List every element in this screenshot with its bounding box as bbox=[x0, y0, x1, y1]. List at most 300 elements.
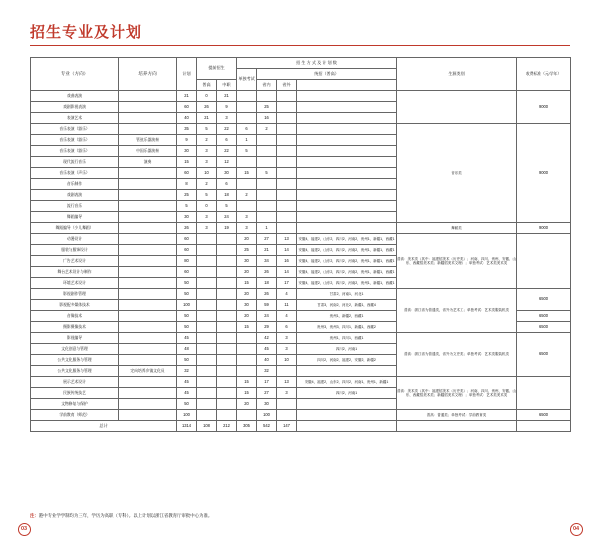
cell-region-detail: 四川2，河南1 bbox=[297, 344, 397, 355]
cell-fee bbox=[517, 377, 571, 410]
cell-plan-total: 5 bbox=[177, 201, 197, 212]
cell-pre-putong: 3 bbox=[197, 157, 217, 168]
cell-region-detail: 甘肃3，河南2，河北2，新疆1，西藏4 bbox=[297, 300, 397, 311]
cell-province-in bbox=[257, 212, 277, 223]
cell-major: 音乐制作 bbox=[31, 179, 119, 190]
cell-pre-putong bbox=[197, 245, 217, 256]
cell-pre-putong bbox=[197, 344, 217, 355]
cell-plan-total: 45 bbox=[177, 333, 197, 344]
cell-major: 学前教育（师范） bbox=[31, 410, 119, 421]
cell-province-out bbox=[277, 190, 297, 201]
cell-pre-putong: 0 bbox=[197, 201, 217, 212]
header-pre-enroll: 提前招生 bbox=[197, 58, 237, 80]
cell-pre-putong: 0 bbox=[197, 91, 217, 102]
cell-direction bbox=[119, 410, 177, 421]
cell-pre-putong: 3 bbox=[197, 212, 217, 223]
cell-major: 音乐表演（声乐） bbox=[31, 168, 119, 179]
cell-fee: 6500 bbox=[517, 333, 571, 377]
cell-pre-zhongzhi: 18 bbox=[217, 190, 237, 201]
cell-province-in: 30 bbox=[257, 399, 277, 410]
cell-pre-zhongzhi: 24 bbox=[217, 212, 237, 223]
cell-major: 展示艺术设计 bbox=[31, 377, 119, 388]
cell-direction: 演奏 bbox=[119, 157, 177, 168]
cell-major: 公共文化服务与管理 bbox=[31, 355, 119, 366]
cell-fee bbox=[517, 234, 571, 289]
cell-major: 音乐表演（器乐） bbox=[31, 135, 119, 146]
cell-single-exam: 5 bbox=[237, 146, 257, 157]
cell-direction bbox=[119, 256, 177, 267]
cell-fee: 6500 bbox=[517, 289, 571, 311]
cell-plan-total: 25 bbox=[177, 190, 197, 201]
cell-province-out bbox=[277, 113, 297, 124]
cell-major: 文化创意与管理 bbox=[31, 344, 119, 355]
cell-province-in bbox=[257, 146, 277, 157]
header-pre-zhongzhi: 中职 bbox=[217, 80, 237, 91]
cell-province-out: 13 bbox=[277, 234, 297, 245]
cell-region-detail: 安徽4，福建2，山东2，四川2，河南2，贵州1，新疆1，西藏1 bbox=[297, 256, 397, 267]
footnote-flag: 注： bbox=[30, 513, 39, 518]
cell-plan-total: 35 bbox=[177, 124, 197, 135]
cell-pre-zhongzhi bbox=[217, 399, 237, 410]
cell-plan-total: 60 bbox=[177, 267, 197, 278]
header-single-exam: 单独考试 bbox=[237, 69, 257, 91]
admission-plan-table-wrap bbox=[30, 57, 570, 432]
cell-province-in bbox=[257, 201, 277, 212]
cell-pre-zhongzhi bbox=[217, 322, 237, 333]
cell-direction bbox=[119, 399, 177, 410]
cell-pre-zhongzhi: 6 bbox=[217, 135, 237, 146]
cell-province-out bbox=[277, 212, 297, 223]
cell-province-out bbox=[277, 146, 297, 157]
cell-single-exam bbox=[237, 355, 257, 366]
cell-province-out bbox=[277, 223, 297, 234]
cell-province-in: 45 bbox=[257, 344, 277, 355]
cell-direction bbox=[119, 190, 177, 201]
cell-plan-total: 50 bbox=[177, 322, 197, 333]
cell-province-in: 27 bbox=[257, 388, 277, 399]
cell-pre-zhongzhi bbox=[217, 377, 237, 388]
cell-province-in: 26 bbox=[257, 267, 277, 278]
cell-source-category bbox=[397, 91, 517, 124]
cell-pre-putong: 21 bbox=[197, 113, 217, 124]
cell-major: 摄影摄像技术 bbox=[31, 322, 119, 333]
cell-direction bbox=[119, 124, 177, 135]
cell-direction bbox=[119, 333, 177, 344]
cell-major: 影视剧作管理 bbox=[31, 289, 119, 300]
cell-pre-zhongzhi bbox=[217, 410, 237, 421]
cell-region-detail bbox=[297, 157, 397, 168]
cell-single-exam: 20 bbox=[237, 267, 257, 278]
cell-region-detail: 贵州3，贵州3，四川1，新疆1，西藏2 bbox=[297, 322, 397, 333]
total-pre-putong: 108 bbox=[197, 421, 217, 432]
cell-plan-total: 80 bbox=[177, 256, 197, 267]
cell-direction bbox=[119, 267, 177, 278]
cell-pre-putong bbox=[197, 355, 217, 366]
header-source-category: 生源类别 bbox=[397, 58, 517, 91]
header-region-detail bbox=[297, 80, 397, 91]
cell-province-out: 14 bbox=[277, 267, 297, 278]
cell-pre-zhongzhi bbox=[217, 300, 237, 311]
cell-province-in: 21 bbox=[257, 245, 277, 256]
cell-single-exam: 30 bbox=[237, 300, 257, 311]
cell-pre-putong bbox=[197, 267, 217, 278]
cell-region-detail bbox=[297, 399, 397, 410]
cell-pre-putong bbox=[197, 399, 217, 410]
cell-pre-zhongzhi bbox=[217, 256, 237, 267]
cell-region-detail: 安徽4，福建2，山东2，四川2，河南2，贵州1，新疆1，西藏1 bbox=[297, 245, 397, 256]
cell-major: 环境艺术设计 bbox=[31, 278, 119, 289]
cell-province-in: 5 bbox=[257, 168, 277, 179]
total-single-exam: 305 bbox=[237, 421, 257, 432]
cell-single-exam bbox=[237, 366, 257, 377]
cell-region-detail bbox=[297, 102, 397, 113]
cell-direction bbox=[119, 344, 177, 355]
cell-pre-putong bbox=[197, 311, 217, 322]
table-row bbox=[31, 124, 571, 135]
cell-source-category: 舞蹈类 bbox=[397, 223, 517, 234]
admission-plan-table bbox=[30, 57, 571, 432]
cell-plan-total: 60 bbox=[177, 245, 197, 256]
cell-pre-zhongzhi bbox=[217, 267, 237, 278]
cell-fee: 9000 bbox=[517, 223, 571, 234]
cell-source-category: 普高：浙江省为普通类，省外为文史类；单独考试：艺术类服装机类 bbox=[397, 333, 517, 377]
cell-plan-total: 15 bbox=[177, 157, 197, 168]
cell-single-exam bbox=[237, 179, 257, 190]
cell-direction bbox=[119, 113, 177, 124]
total-province-in: 542 bbox=[257, 421, 277, 432]
cell-fee: 9000 bbox=[517, 91, 571, 124]
cell-region-detail bbox=[297, 91, 397, 102]
cell-single-exam: 15 bbox=[237, 388, 257, 399]
cell-province-out bbox=[277, 366, 297, 377]
cell-pre-putong bbox=[197, 289, 217, 300]
cell-province-out: 3 bbox=[277, 344, 297, 355]
cell-pre-putong: 10 bbox=[197, 168, 217, 179]
cell-pre-zhongzhi: 9 bbox=[217, 102, 237, 113]
cell-province-in: 40 bbox=[257, 355, 277, 366]
page-number-right-value: 04 bbox=[570, 523, 583, 536]
cell-major: 现代流行音乐 bbox=[31, 157, 119, 168]
cell-province-in bbox=[257, 179, 277, 190]
header-fee: 收费标准（元/学年） bbox=[517, 58, 571, 91]
header-pre-putong: 普高 bbox=[197, 80, 217, 91]
cell-plan-total: 30 bbox=[177, 212, 197, 223]
cell-pre-putong bbox=[197, 388, 217, 399]
header-major: 专业（方向） bbox=[31, 58, 119, 91]
cell-direction bbox=[119, 179, 177, 190]
cell-single-exam: 25 bbox=[237, 245, 257, 256]
cell-major: 舞蹈编导（少儿舞蹈） bbox=[31, 223, 119, 234]
cell-province-in: 100 bbox=[257, 410, 277, 421]
cell-province-in: 27 bbox=[257, 234, 277, 245]
cell-direction: 定向培养乡镇文化员 bbox=[119, 366, 177, 377]
cell-fee: 6500 bbox=[517, 410, 571, 421]
cell-single-exam: 2 bbox=[237, 190, 257, 201]
cell-major: 表演艺术 bbox=[31, 113, 119, 124]
cell-region-detail: 四川2，河南1 bbox=[297, 388, 397, 399]
cell-province-in: 42 bbox=[257, 333, 277, 344]
page-number-left bbox=[14, 523, 34, 535]
page-number-left-value: 03 bbox=[18, 523, 31, 536]
cell-major: 动漫设计 bbox=[31, 234, 119, 245]
cell-province-in bbox=[257, 91, 277, 102]
cell-region-detail bbox=[297, 179, 397, 190]
cell-pre-putong: 3 bbox=[197, 223, 217, 234]
table-row bbox=[31, 410, 571, 421]
cell-source-category: 音乐类 bbox=[397, 124, 517, 223]
cell-pre-putong: 2 bbox=[197, 135, 217, 146]
cell-pre-zhongzhi: 21 bbox=[217, 91, 237, 102]
cell-plan-total: 9 bbox=[177, 135, 197, 146]
table-row bbox=[31, 377, 571, 388]
cell-province-out bbox=[277, 399, 297, 410]
cell-plan-total: 40 bbox=[177, 113, 197, 124]
cell-plan-total: 21 bbox=[177, 91, 197, 102]
cell-single-exam bbox=[237, 201, 257, 212]
cell-direction bbox=[119, 377, 177, 388]
cell-province-in: 29 bbox=[257, 322, 277, 333]
cell-province-in bbox=[257, 157, 277, 168]
cell-region-detail bbox=[297, 124, 397, 135]
total-fee bbox=[517, 421, 571, 432]
cell-plan-total: 45 bbox=[177, 388, 197, 399]
cell-direction bbox=[119, 388, 177, 399]
cell-source-category: 普高：美术类（其中：福建招美术（历史类）；河南、四川、贵州、安徽、山东、西藏招美术类；新疆招美术文理）；单独考试：艺术类美术类 bbox=[397, 234, 517, 289]
cell-pre-zhongzhi: 3 bbox=[217, 113, 237, 124]
cell-direction bbox=[119, 289, 177, 300]
cell-province-out: 10 bbox=[277, 355, 297, 366]
cell-pre-zhongzhi bbox=[217, 311, 237, 322]
cell-pre-zhongzhi: 22 bbox=[217, 124, 237, 135]
cell-province-in: 32 bbox=[257, 366, 277, 377]
cell-single-exam: 20 bbox=[237, 311, 257, 322]
cell-major: 戏剧表演 bbox=[31, 190, 119, 201]
cell-plan-total: 48 bbox=[177, 344, 197, 355]
cell-region-detail: 贵州1，新疆2，西藏1 bbox=[297, 311, 397, 322]
cell-region-detail bbox=[297, 135, 397, 146]
cell-region-detail bbox=[297, 190, 397, 201]
cell-province-out bbox=[277, 201, 297, 212]
cell-major: 影视编导 bbox=[31, 333, 119, 344]
cell-province-in: 16 bbox=[257, 113, 277, 124]
cell-region-detail: 四川2，河南2，福建2，安徽2，新疆2 bbox=[297, 355, 397, 366]
cell-plan-total: 50 bbox=[177, 355, 197, 366]
cell-single-exam bbox=[237, 344, 257, 355]
cell-pre-putong bbox=[197, 333, 217, 344]
cell-single-exam bbox=[237, 102, 257, 113]
cell-major: 戏曲表演 bbox=[31, 91, 119, 102]
cell-direction bbox=[119, 234, 177, 245]
cell-major: 音像技术 bbox=[31, 311, 119, 322]
cell-single-exam: 20 bbox=[237, 234, 257, 245]
cell-major: 广告艺术设计 bbox=[31, 256, 119, 267]
cell-pre-putong: 3 bbox=[197, 146, 217, 157]
cell-region-detail bbox=[297, 113, 397, 124]
cell-province-out: 11 bbox=[277, 300, 297, 311]
header-regular-group: 统招（普高） bbox=[257, 69, 397, 80]
cell-single-exam: 1 bbox=[237, 135, 257, 146]
cell-province-in: 17 bbox=[257, 377, 277, 388]
total-province-out: 147 bbox=[277, 421, 297, 432]
cell-direction bbox=[119, 91, 177, 102]
cell-plan-total: 100 bbox=[177, 410, 197, 421]
cell-major: 公共文化服务与管理 bbox=[31, 366, 119, 377]
cell-province-out: 14 bbox=[277, 245, 297, 256]
cell-pre-zhongzhi bbox=[217, 344, 237, 355]
cell-province-in: 1 bbox=[257, 223, 277, 234]
footnote bbox=[30, 513, 570, 519]
cell-direction bbox=[119, 322, 177, 333]
cell-region-detail bbox=[297, 146, 397, 157]
cell-plan-total: 26 bbox=[177, 223, 197, 234]
cell-plan-total: 100 bbox=[177, 300, 197, 311]
total-region-detail bbox=[297, 421, 397, 432]
cell-pre-zhongzhi bbox=[217, 388, 237, 399]
cell-region-detail bbox=[297, 201, 397, 212]
total-source-category bbox=[397, 421, 517, 432]
cell-major: 戏剧影视表演 bbox=[31, 102, 119, 113]
cell-major: 舞台艺术设计与制作 bbox=[31, 267, 119, 278]
cell-province-out: 3 bbox=[277, 333, 297, 344]
total-plan: 1314 bbox=[177, 421, 197, 432]
cell-single-exam: 15 bbox=[237, 168, 257, 179]
cell-direction bbox=[119, 311, 177, 322]
cell-province-out: 17 bbox=[277, 278, 297, 289]
cell-plan-total: 60 bbox=[177, 102, 197, 113]
cell-single-exam: 15 bbox=[237, 322, 257, 333]
cell-province-out bbox=[277, 157, 297, 168]
cell-region-detail bbox=[297, 366, 397, 377]
cell-single-exam: 15 bbox=[237, 278, 257, 289]
cell-province-out: 4 bbox=[277, 289, 297, 300]
cell-direction bbox=[119, 212, 177, 223]
header-plan-total: 计划 bbox=[177, 58, 197, 91]
cell-region-detail bbox=[297, 223, 397, 234]
cell-region-detail: 安徽4，福建2，山东2，四川2，河南1，贵州1，新疆1 bbox=[297, 377, 397, 388]
cell-major: 舞蹈编导 bbox=[31, 212, 119, 223]
table-total-row bbox=[31, 421, 571, 432]
cell-major: 民族传统技艺 bbox=[31, 388, 119, 399]
cell-source-category: 普高：普通类；单独考试：学前教育类 bbox=[397, 410, 517, 421]
cell-pre-zhongzhi: 19 bbox=[217, 223, 237, 234]
cell-province-in: 24 bbox=[257, 311, 277, 322]
cell-pre-zhongzhi bbox=[217, 355, 237, 366]
cell-direction bbox=[119, 355, 177, 366]
title-divider bbox=[30, 45, 570, 46]
cell-pre-putong bbox=[197, 234, 217, 245]
cell-single-exam bbox=[237, 410, 257, 421]
cell-single-exam: 15 bbox=[237, 377, 257, 388]
cell-direction bbox=[119, 102, 177, 113]
cell-province-in: 18 bbox=[257, 278, 277, 289]
cell-single-exam: 6 bbox=[237, 124, 257, 135]
cell-plan-total: 45 bbox=[177, 377, 197, 388]
cell-fee: 6500 bbox=[517, 322, 571, 333]
cell-region-detail bbox=[297, 212, 397, 223]
footnote-text: 港中专业学学制均为三年，学历为高职（专科）。以上计划以浙江省教育厅审批中心为准。 bbox=[38, 513, 213, 518]
cell-pre-zhongzhi bbox=[217, 333, 237, 344]
cell-province-out bbox=[277, 179, 297, 190]
cell-major: 音乐表演（器乐） bbox=[31, 124, 119, 135]
cell-fee: 6500 bbox=[517, 311, 571, 322]
cell-fee: 9000 bbox=[517, 124, 571, 223]
cell-region-detail: 甘肃2，河南1，河北1 bbox=[297, 289, 397, 300]
cell-province-in: 34 bbox=[257, 256, 277, 267]
cell-major: 服装与服饰设计 bbox=[31, 245, 119, 256]
cell-province-out bbox=[277, 124, 297, 135]
cell-pre-zhongzhi: 6 bbox=[217, 179, 237, 190]
cell-pre-putong bbox=[197, 256, 217, 267]
header-province-in: 省内 bbox=[257, 80, 277, 91]
cell-region-detail: 贵州1，四川1，西藏1 bbox=[297, 333, 397, 344]
cell-region-detail: 安徽4，福建2，山东2，四川2，河南2，贵州1，新疆1，西藏1 bbox=[297, 267, 397, 278]
cell-province-out bbox=[277, 168, 297, 179]
cell-province-out: 4 bbox=[277, 311, 297, 322]
cell-pre-putong: 5 bbox=[197, 190, 217, 201]
table-row bbox=[31, 91, 571, 102]
cell-pre-putong bbox=[197, 300, 217, 311]
page-number-right bbox=[566, 523, 586, 535]
cell-pre-putong: 2 bbox=[197, 179, 217, 190]
cell-pre-zhongzhi bbox=[217, 289, 237, 300]
table-head bbox=[31, 58, 571, 91]
cell-region-detail: 安徽4，福建2，山东2，四川2，河南2，贵州1，新疆1，西藏1 bbox=[297, 278, 397, 289]
cell-pre-zhongzhi bbox=[217, 278, 237, 289]
cell-province-in: 26 bbox=[257, 289, 277, 300]
cell-single-exam bbox=[237, 157, 257, 168]
cell-province-out bbox=[277, 102, 297, 113]
cell-pre-zhongzhi bbox=[217, 234, 237, 245]
cell-major: 流行音乐 bbox=[31, 201, 119, 212]
cell-region-detail bbox=[297, 168, 397, 179]
cell-direction bbox=[119, 201, 177, 212]
cell-province-out bbox=[277, 410, 297, 421]
cell-single-exam bbox=[237, 91, 257, 102]
cell-major: 音乐表演（器乐） bbox=[31, 146, 119, 157]
cell-source-category: 普高：浙江省为普通类，省外为艺术工；单独考试：艺术类服装机类 bbox=[397, 289, 517, 333]
cell-province-out: 6 bbox=[277, 322, 297, 333]
cell-direction bbox=[119, 245, 177, 256]
cell-source-category: 普高：美术类（其中：福建招美术（历史类）；河南、四川、贵州、安徽、山东、西藏招美术类；新疆招美术文理）；单独考试：艺术类美术类 bbox=[397, 377, 517, 410]
cell-pre-putong bbox=[197, 410, 217, 421]
cell-single-exam: 3 bbox=[237, 223, 257, 234]
cell-province-out: 3 bbox=[277, 388, 297, 399]
cell-pre-putong bbox=[197, 366, 217, 377]
cell-pre-zhongzhi: 12 bbox=[217, 157, 237, 168]
cell-single-exam: 3 bbox=[237, 212, 257, 223]
title-block bbox=[30, 24, 570, 46]
cell-pre-putong: 26 bbox=[197, 102, 217, 113]
cell-single-exam bbox=[237, 333, 257, 344]
cell-province-out bbox=[277, 135, 297, 146]
table-row bbox=[31, 333, 571, 344]
cell-plan-total: 50 bbox=[177, 311, 197, 322]
cell-major: 文物修复与保护 bbox=[31, 399, 119, 410]
cell-province-in: 59 bbox=[257, 300, 277, 311]
cell-direction: 管弦乐器演奏 bbox=[119, 135, 177, 146]
cell-province-in: 25 bbox=[257, 102, 277, 113]
cell-province-out: 16 bbox=[277, 256, 297, 267]
header-row-1 bbox=[31, 58, 571, 69]
cell-plan-total: 50 bbox=[177, 289, 197, 300]
cell-pre-zhongzhi: 22 bbox=[217, 146, 237, 157]
cell-pre-zhongzhi: 5 bbox=[217, 201, 237, 212]
cell-major: 影视配多媒体技术 bbox=[31, 300, 119, 311]
header-province-out: 省外 bbox=[277, 80, 297, 91]
cell-pre-putong bbox=[197, 278, 217, 289]
total-pre-zhongzhi: 212 bbox=[217, 421, 237, 432]
cell-pre-zhongzhi bbox=[217, 245, 237, 256]
